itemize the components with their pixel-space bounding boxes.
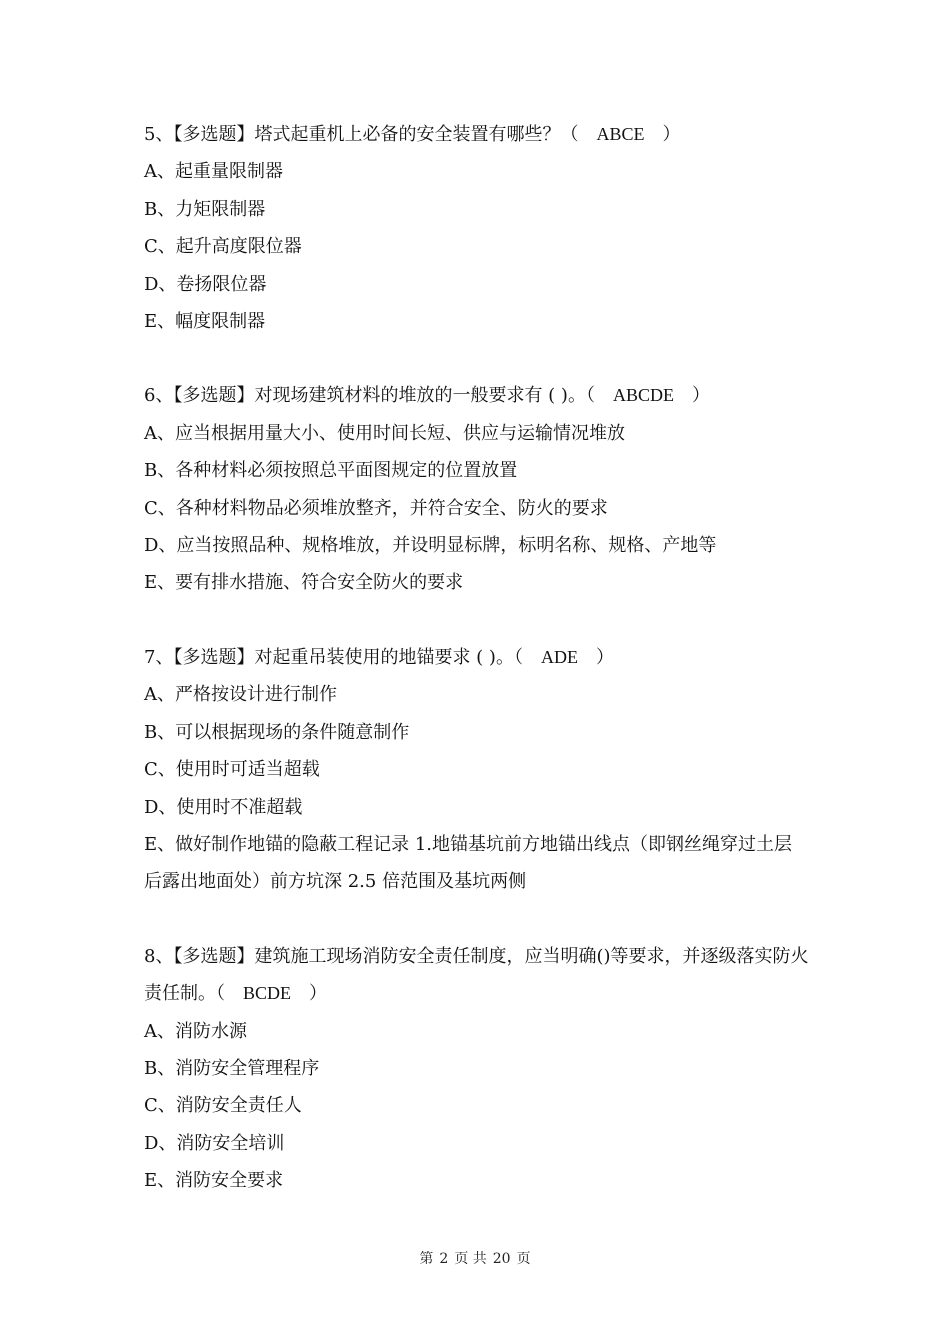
question-stem — [144, 377, 810, 414]
question-type-tag: 【多选题】 — [173, 945, 255, 967]
question-8 — [144, 938, 810, 1200]
option-c: C、使用时可适当超载 — [144, 759, 320, 781]
question-7 — [144, 639, 810, 901]
question-5 — [144, 116, 810, 340]
option-d: D、消防安全培训 — [144, 1132, 285, 1154]
option-c: C、各种材料物品必须堆放整齐，并符合安全、防火的要求 — [144, 497, 608, 519]
option-c: C、起升高度限位器 — [144, 236, 302, 258]
footer-prefix: 第 — [419, 1251, 434, 1267]
footer-suffix: 页 — [516, 1251, 531, 1267]
answer-key: ABCDE — [612, 385, 674, 406]
option-e: E、消防安全要求 — [144, 1170, 284, 1192]
question-text: 建筑施工现场消防安全责任制度，应当明确()等要求，并逐级落实防火责任制。 — [144, 945, 809, 1005]
question-number: 6、 — [144, 385, 174, 407]
question-stem — [144, 116, 810, 153]
option-b: B、力矩限制器 — [144, 198, 266, 220]
answer-open-paren: （ — [585, 385, 595, 407]
question-text: 塔式起重机上必备的安全装置有哪些？ — [254, 124, 561, 145]
question-text: 对现场建筑材料的堆放的一般要求有 ( )。 — [254, 385, 586, 407]
question-list — [144, 116, 810, 1237]
answer-open-paren: （ — [513, 646, 523, 668]
question-text: 对起重吊装使用的地锚要求 ( )。 — [254, 646, 514, 668]
option-a: A、应当根据用量大小、使用时间长短、供应与运输情况堆放 — [144, 422, 625, 444]
question-6 — [144, 377, 810, 601]
question-type-tag: 【多选题】 — [173, 385, 255, 407]
answer-key: ADE — [540, 646, 578, 667]
answer-open-paren: （ — [216, 983, 225, 1005]
option-e: E、幅度限制器 — [144, 311, 266, 333]
option-a: A、严格按设计进行制作 — [144, 684, 337, 706]
option-b: B、可以根据现场的条件随意制作 — [144, 721, 410, 743]
answer-close-paren: ） — [309, 983, 328, 1005]
option-a: A、消防水源 — [144, 1020, 247, 1042]
question-number: 7、 — [144, 646, 174, 668]
answer-open-paren: （ — [560, 124, 579, 145]
question-number: 5、 — [144, 124, 174, 145]
question-number: 8、 — [144, 945, 174, 967]
footer-page-number: 2 — [439, 1251, 449, 1267]
option-e: E、做好制作地锚的隐蔽工程记录 1.地锚基坑前方地锚出线点（即钢丝绳穿过土层后露出地面处）前方坑深 2.5 倍范围及基坑两侧 — [144, 833, 793, 893]
answer-close-paren: ） — [662, 124, 681, 145]
answer-key: BCDE — [243, 983, 292, 1004]
option-e: E、要有排水措施、符合安全防火的要求 — [144, 572, 464, 594]
footer-total-pages: 20 — [492, 1251, 511, 1267]
option-c: C、消防安全责任人 — [144, 1095, 302, 1117]
option-d: D、使用时不准超载 — [144, 796, 303, 818]
answer-key: ABCE — [596, 124, 645, 144]
question-stem — [144, 639, 810, 676]
option-a: A、起重量限制器 — [144, 161, 283, 183]
page-footer — [0, 1248, 950, 1268]
question-type-tag: 【多选题】 — [173, 646, 255, 668]
answer-close-paren: ） — [691, 385, 710, 407]
question-type-tag: 【多选题】 — [173, 124, 255, 145]
answer-close-paren: ） — [595, 646, 614, 668]
option-b: B、消防安全管理程序 — [144, 1057, 320, 1079]
footer-middle: 页 共 — [454, 1251, 487, 1267]
question-stem — [144, 938, 810, 1013]
option-b: B、各种材料必须按照总平面图规定的位置放置 — [144, 460, 518, 482]
option-d: D、应当按照品种、规格堆放，并设明显标牌，标明名称、规格、产地等 — [144, 535, 717, 557]
option-d: D、卷扬限位器 — [144, 273, 267, 295]
